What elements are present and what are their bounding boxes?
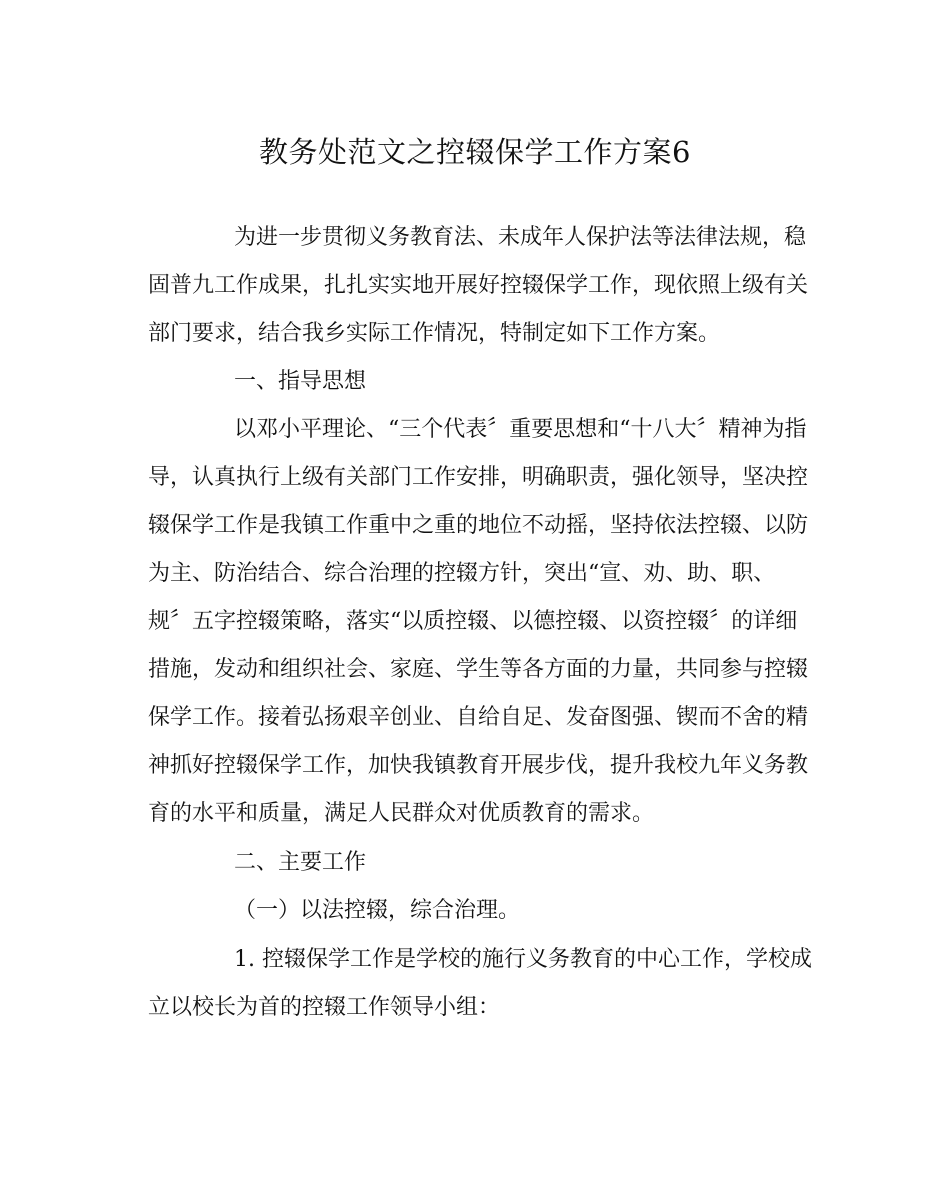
paragraph-line: 措施，发动和组织社会、家庭、学生等各方面的力量，共同参与控辍 bbox=[148, 657, 809, 682]
paragraph-line: 育的水平和质量，满足人民群众对优质教育的需求。 bbox=[148, 801, 655, 826]
paragraph-line: 规〞五字控辍策略，落实“以质控辍、以德控辍、以资控辍〞的详细 bbox=[148, 609, 798, 634]
section-heading: 一、指导思想 bbox=[234, 369, 367, 394]
paragraph-line: 1. 控辍保学工作是学校的施行义务教育的中心工作，学校成 bbox=[234, 947, 812, 972]
document-title: 教务处范文之控辍保学工作方案6 bbox=[259, 135, 691, 169]
paragraph-line: 立以校长为首的控辍工作领导小组： bbox=[148, 995, 501, 1020]
subsection-heading: （一）以法控辍，综合治理。 bbox=[234, 898, 521, 923]
paragraph-line: 固普九工作成果，扎扎实实地开展好控辍保学工作，现依照上级有关 bbox=[148, 273, 809, 298]
section-heading: 二、主要工作 bbox=[234, 850, 367, 875]
paragraph-line: 为主、防治结合、综合治理的控辍方针，突出“宣、劝、助、职、 bbox=[148, 561, 776, 586]
paragraph-line: 为进一步贯彻义务教育法、未成年人保护法等法律法规，稳 bbox=[234, 225, 807, 250]
paragraph-line: 神抓好控辍保学工作，加快我镇教育开展步伐，提升我校九年义务教 bbox=[148, 753, 809, 778]
paragraph-line: 部门要求，结合我乡实际工作情况，特制定如下工作方案。 bbox=[148, 321, 721, 346]
paragraph-line: 导，认真执行上级有关部门工作安排，明确职责，强化领导，坚决控 bbox=[148, 465, 809, 490]
paragraph-line: 辍保学工作是我镇工作重中之重的地位不动摇，坚持依法控辍、以防 bbox=[148, 513, 809, 538]
paragraph-line: 保学工作。接着弘扬艰辛创业、自给自足、发奋图强、锲而不舍的精 bbox=[148, 705, 809, 730]
paragraph-line: 以邓小平理论、“三个代表〞重要思想和“十八大〞精神为指 bbox=[234, 417, 807, 442]
